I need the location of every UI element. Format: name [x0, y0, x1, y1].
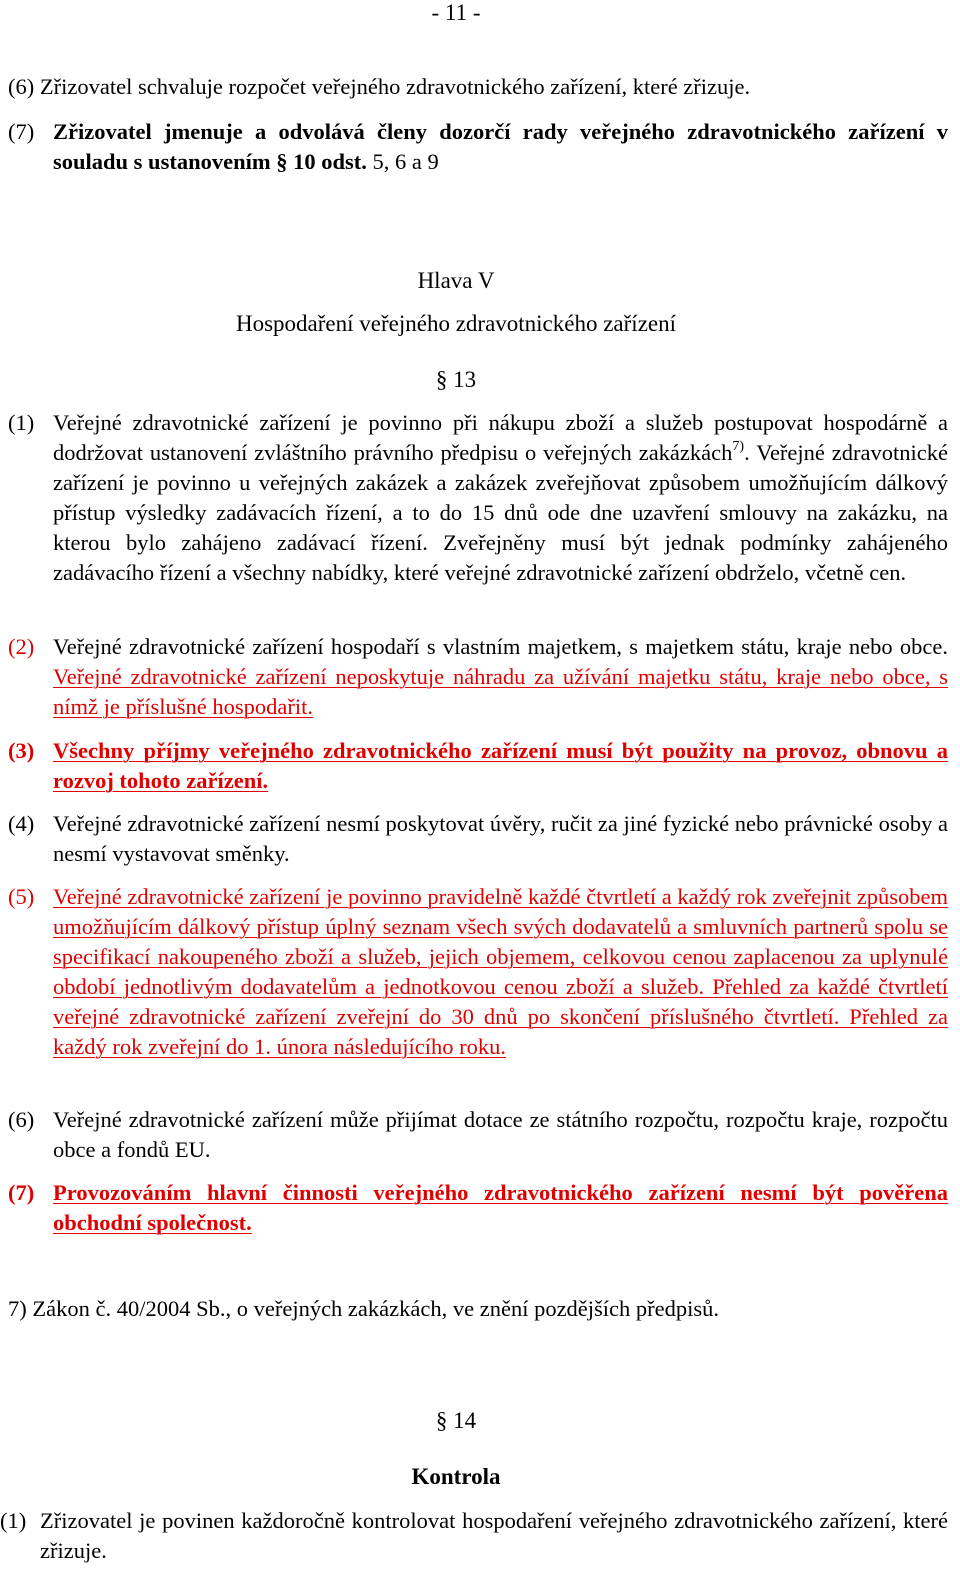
- paragraph-text-a: Veřejné zdravotnické zařízení hospodaří s vlastním majetkem, s majetkem státu, kraje nebo obce.: [53, 634, 948, 659]
- paragraph-text: Veřejné zdravotnické zařízení nesmí poskytovat úvěry, ručit za jiné fyzické nebo právnické osoby a nesmí vystavovat směnky.: [53, 811, 948, 866]
- paragraph-text-a: Veřejné zdravotnické zařízení je povinno při nákupu zboží a služeb postupovat hospodárně a dodržovat ustanovení zvláštního právního předpisu o veřejných zakázkách: [53, 410, 948, 465]
- paragraph-number: (3): [8, 738, 35, 763]
- section-14-title: Kontrola: [411, 1464, 501, 1489]
- chapter-title: Hospodaření veřejného zdravotnického zařízení: [236, 311, 676, 336]
- paragraph-text-rest: 5, 6 a 9: [366, 149, 439, 174]
- chapter-label: Hlava V: [417, 268, 495, 293]
- footnote: [8, 1294, 948, 1324]
- section-14-paragraph-1: [0, 1506, 948, 1566]
- paragraph-number: (1): [0, 1508, 27, 1533]
- section-13-paragraph-2: [8, 632, 948, 722]
- paragraph-text: Zřizovatel schvaluje rozpočet veřejného zdravotnického zařízení, které zřizuje.: [39, 74, 751, 99]
- section-13-paragraph-5: [8, 882, 948, 1062]
- section-13-heading: § 13: [435, 367, 477, 392]
- intro-paragraph-6: [8, 72, 948, 102]
- amendment-text: Veřejné zdravotnické zařízení je povinno pravidelně každé čtvrtletí a každý rok zveřejnit způsobem umožňujícím dálkový přístup úplný seznam všech svých dodavatelů a smluvních partnerů spolu se specifikací nakoupeného zboží a služeb, jejich objemem, celkovou cenou zaplacenou za uplynulé období jednotlivým dodavatelům a jednotkovou cenou zboží a služeb. Přehled za každé čtvrtletí veřejné zdravotnické zařízení zveřejní do 30 dnů po skončení příslušného čtvrtletí. Přehled za každý rok zveřejní do 1. února následujícího roku.: [53, 884, 948, 1059]
- amendment-text: Veřejné zdravotnické zařízení neposkytuje náhradu za užívání majetku státu, kraje nebo obce, s nímž je příslušné hospodařit.: [53, 664, 948, 719]
- paragraph-text: Veřejné zdravotnické zařízení může přijímat dotace ze státního rozpočtu, rozpočtu kraje, rozpočtu obce a fondů EU.: [53, 1107, 948, 1162]
- paragraph-number: (4): [8, 811, 35, 836]
- paragraph-number: (7): [8, 1180, 35, 1205]
- paragraph-text-bold: Zřizovatel jmenuje a odvolává členy dozorčí rady veřejného zdravotnického zařízení v souladu s ustanovením § 10 odst.: [53, 119, 948, 174]
- footnote-text: Zákon č. 40/2004 Sb., o veřejných zakázkách, ve znění pozdějších předpisů.: [26, 1296, 720, 1321]
- paragraph-number: (7): [8, 119, 35, 144]
- paragraph-text: Zřizovatel je povinen každoročně kontrolovat hospodaření veřejného zdravotnického zařízení, které zřizuje.: [40, 1508, 948, 1563]
- footnote-number: 7): [8, 1296, 27, 1321]
- amendment-text: Všechny příjmy veřejného zdravotnického zařízení musí být použity na provoz, obnovu a rozvoj tohoto zařízení.: [53, 738, 948, 793]
- section-13-paragraph-3: [8, 736, 948, 796]
- section-13-paragraph-7: [8, 1178, 948, 1238]
- paragraph-number: (2): [8, 634, 35, 659]
- paragraph-number: (1): [8, 410, 35, 435]
- paragraph-number: (5): [8, 884, 35, 909]
- page-number: - 11 -: [431, 0, 481, 25]
- section-13-paragraph-6: [8, 1105, 948, 1165]
- section-14-heading: § 14: [435, 1408, 477, 1433]
- paragraph-text-b: . Veřejné zdravotnické zařízení je povinno u veřejných zakázek a zakázek zveřejňovat způsobem umožňujícím dálkový přístup výsledky zadávacích řízení, a to do 15 dnů ode dne uzavření smlouvy na zakázku, na kterou bylo zahájeno zadávací řízení. Zveřejněny musí být jednak podmínky zahájeného zadávacího řízení a všechny nabídky, které veřejné zdravotnické zařízení obdrželo, včetně cen.: [53, 440, 948, 585]
- paragraph-number: (6): [8, 74, 35, 99]
- footnote-ref: 7): [732, 438, 745, 454]
- section-13-paragraph-1: [8, 408, 948, 588]
- intro-paragraph-7: [8, 117, 948, 177]
- paragraph-number: (6): [8, 1107, 35, 1132]
- section-13-paragraph-4: [8, 809, 948, 869]
- amendment-text: Provozováním hlavní činnosti veřejného zdravotnického zařízení nesmí být pověřena obchodní společnost.: [53, 1180, 948, 1235]
